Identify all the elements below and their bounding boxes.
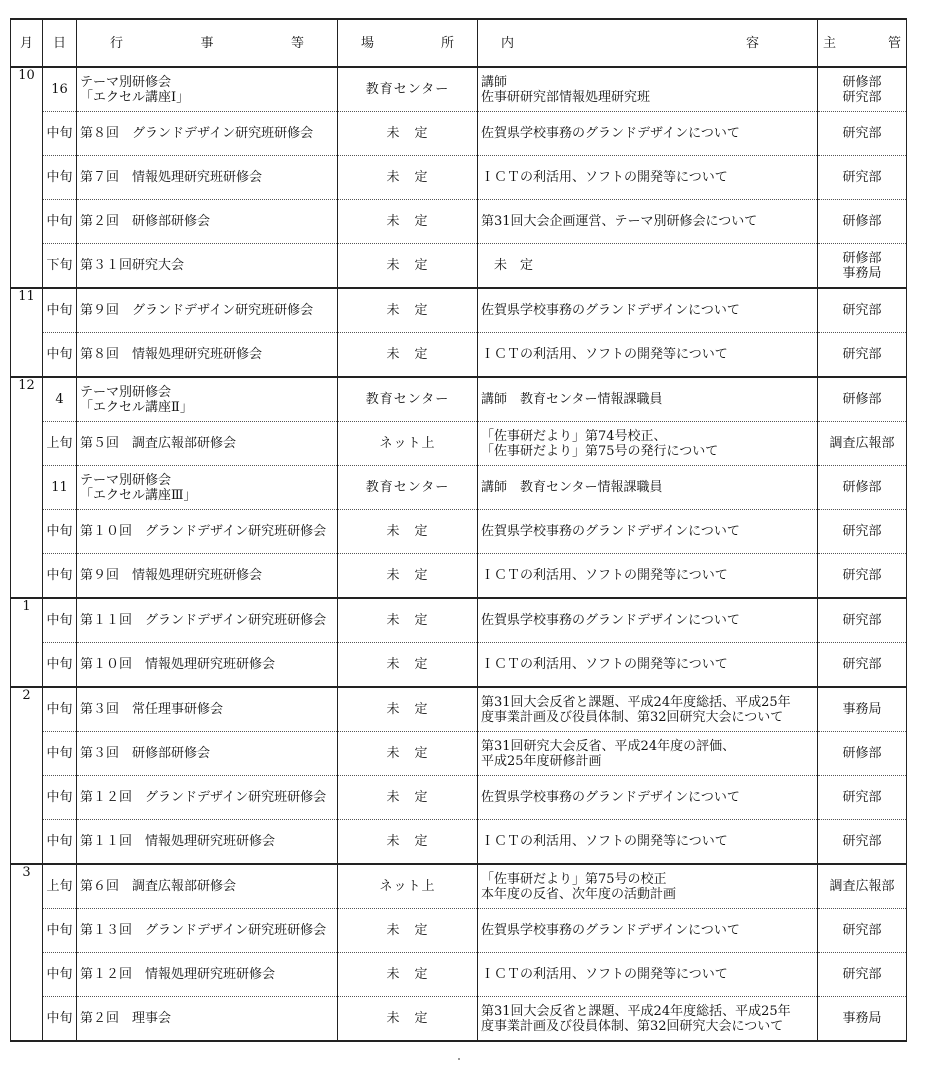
event-line: 「エクセル講座Ⅰ」 <box>80 89 190 105</box>
table-row <box>11 156 907 200</box>
event-line: テーマ別研修会 <box>80 472 172 488</box>
sponsor-line: 事務局 <box>842 702 882 717</box>
header-row <box>11 19 907 67</box>
day-cell: 上旬 <box>43 864 77 909</box>
event-cell <box>77 377 338 422</box>
table-row <box>11 732 907 776</box>
content-cell <box>478 422 818 466</box>
content-line: 第31回研究大会反省、平成24年度の評価、 <box>481 738 736 754</box>
event-line: 第８回 グランドデザイン研究班研修会 <box>80 126 314 141</box>
sponsor-cell <box>818 953 907 997</box>
sponsor-line: 調査広報部 <box>829 436 895 451</box>
content-cell <box>478 510 818 554</box>
sponsor-cell <box>818 776 907 820</box>
event-cell <box>77 288 338 333</box>
event-line: 第９回 情報処理研究班研修会 <box>80 568 263 583</box>
place-cell: ネット上 <box>338 864 478 909</box>
event-cell <box>77 333 338 378</box>
sponsor-line: 研修部 <box>842 746 882 761</box>
content-cell <box>478 333 818 378</box>
header-place <box>338 19 478 67</box>
place-cell: 未 定 <box>338 598 478 643</box>
place-cell: 未 定 <box>338 776 478 820</box>
place-cell: 未 定 <box>338 288 478 333</box>
content-line: 佐事研研究部情報処理研究班 <box>481 89 651 105</box>
sponsor-line: 研修部 <box>842 214 882 229</box>
content-cell <box>478 67 818 112</box>
day-cell: 中旬 <box>43 156 77 200</box>
schedule-body <box>11 67 907 1041</box>
content-line: 佐賀県学校事務のグランドデザインについて <box>481 303 740 318</box>
sponsor-line: 調査広報部 <box>829 879 895 894</box>
content-line: 第31回大会企画運営、テーマ別研修会について <box>481 214 758 229</box>
header-event-char: 行 <box>110 35 124 51</box>
sponsor-cell <box>818 200 907 244</box>
place-cell: 未 定 <box>338 909 478 953</box>
scan-speck <box>458 1058 460 1060</box>
table-row <box>11 333 907 378</box>
content-cell <box>478 687 818 732</box>
event-cell <box>77 732 338 776</box>
day-cell: 4 <box>43 377 77 422</box>
event-cell <box>77 598 338 643</box>
day-cell: 下旬 <box>43 244 77 289</box>
event-line: 第９回 グランドデザイン研究班研修会 <box>80 303 314 318</box>
place-cell: 教育センター <box>338 466 478 510</box>
sponsor-line: 研修部 <box>842 250 882 266</box>
event-cell <box>77 112 338 156</box>
content-cell <box>478 244 818 289</box>
sponsor-line: 研究部 <box>842 170 882 185</box>
sponsor-line: 研究部 <box>842 613 882 628</box>
event-cell <box>77 953 338 997</box>
content-cell <box>478 200 818 244</box>
sponsor-cell <box>818 466 907 510</box>
place-cell: ネット上 <box>338 422 478 466</box>
header-sponsor-char: 主 <box>823 35 837 51</box>
header-place-char: 所 <box>440 35 454 51</box>
content-line: 佐賀県学校事務のグランドデザインについて <box>481 126 740 141</box>
day-cell: 中旬 <box>43 909 77 953</box>
sponsor-line: 研究部 <box>842 347 882 362</box>
event-line: 第１０回 情報処理研究班研修会 <box>80 657 276 672</box>
sponsor-line: 事務局 <box>842 265 882 281</box>
content-cell <box>478 909 818 953</box>
event-cell <box>77 909 338 953</box>
table-row <box>11 200 907 244</box>
sponsor-cell <box>818 67 907 112</box>
event-line: 第１１回 グランドデザイン研究班研修会 <box>80 613 327 628</box>
content-line: 本年度の反省、次年度の活動計画 <box>481 886 677 902</box>
content-cell <box>478 288 818 333</box>
sponsor-line: 研修部 <box>842 74 882 90</box>
schedule-table <box>10 18 907 1042</box>
content-cell <box>478 953 818 997</box>
event-cell <box>77 820 338 865</box>
content-line: 第31回大会反省と課題、平成24年度総括、平成25年 <box>481 694 791 710</box>
table-row <box>11 909 907 953</box>
event-line: テーマ別研修会 <box>80 74 172 90</box>
sponsor-cell <box>818 288 907 333</box>
table-row <box>11 288 907 333</box>
event-line: 「エクセル講座Ⅲ」 <box>80 487 197 503</box>
header-content-char: 容 <box>745 35 759 51</box>
header-event-char: 事 <box>200 35 214 51</box>
event-line: 第２回 理事会 <box>80 1011 172 1026</box>
table-row <box>11 554 907 599</box>
schedule-document <box>10 18 906 1048</box>
table-row <box>11 864 907 909</box>
month-cell: 3 <box>11 864 43 1041</box>
sponsor-cell <box>818 909 907 953</box>
day-cell: 中旬 <box>43 333 77 378</box>
content-line: 「佐事研だより」第74号校正、 <box>481 428 667 444</box>
sponsor-cell <box>818 422 907 466</box>
content-cell <box>478 554 818 599</box>
sponsor-line: 研究部 <box>842 524 882 539</box>
day-cell: 上旬 <box>43 422 77 466</box>
content-line: 平成25年度研修計画 <box>481 753 602 769</box>
table-row <box>11 687 907 732</box>
content-line: ＩＣＴの利活用、ソフトの開発等について <box>481 967 728 982</box>
sponsor-cell <box>818 377 907 422</box>
table-row <box>11 67 907 112</box>
content-cell <box>478 643 818 688</box>
place-cell: 未 定 <box>338 244 478 289</box>
table-row <box>11 997 907 1042</box>
event-cell <box>77 864 338 909</box>
event-line: 第３回 研修部研修会 <box>80 746 211 761</box>
sponsor-line: 研究部 <box>842 834 882 849</box>
day-cell: 中旬 <box>43 732 77 776</box>
content-cell <box>478 776 818 820</box>
content-line: 講師 <box>481 74 508 90</box>
content-line: ＩＣＴの利活用、ソフトの開発等について <box>481 347 728 362</box>
day-cell: 中旬 <box>43 776 77 820</box>
header-place-char: 場 <box>361 35 375 51</box>
content-line: ＩＣＴの利活用、ソフトの開発等について <box>481 568 728 583</box>
content-cell <box>478 466 818 510</box>
day-cell: 11 <box>43 466 77 510</box>
day-cell: 中旬 <box>43 554 77 599</box>
table-row <box>11 466 907 510</box>
content-line: 講師 教育センター情報課職員 <box>481 392 663 407</box>
content-line: 「佐事研だより」第75号の校正 <box>481 871 667 887</box>
event-line: 第３１回研究大会 <box>80 258 185 273</box>
event-line: 第１３回 グランドデザイン研究班研修会 <box>80 923 327 938</box>
content-cell <box>478 864 818 909</box>
sponsor-cell <box>818 598 907 643</box>
content-cell <box>478 598 818 643</box>
event-cell <box>77 67 338 112</box>
content-line: 度事業計画及び役員体制、第32回研究大会について <box>481 709 784 725</box>
header-event-char: 等 <box>290 35 304 51</box>
event-line: 第５回 調査広報部研修会 <box>80 436 237 451</box>
table-row <box>11 112 907 156</box>
event-line: 第１１回 情報処理研究班研修会 <box>80 834 276 849</box>
month-cell: 2 <box>11 687 43 864</box>
day-cell: 16 <box>43 67 77 112</box>
event-cell <box>77 156 338 200</box>
sponsor-cell <box>818 820 907 865</box>
event-line: 第１２回 情報処理研究班研修会 <box>80 967 276 982</box>
table-row <box>11 510 907 554</box>
sponsor-cell <box>818 687 907 732</box>
content-cell <box>478 156 818 200</box>
event-line: 第２回 研修部研修会 <box>80 214 211 229</box>
table-row <box>11 377 907 422</box>
header-month: 月 <box>11 19 43 67</box>
content-line: 度事業計画及び役員体制、第32回研究大会について <box>481 1018 784 1034</box>
place-cell: 未 定 <box>338 643 478 688</box>
day-cell: 中旬 <box>43 510 77 554</box>
event-line: 第７回 情報処理研究班研修会 <box>80 170 263 185</box>
sponsor-line: 研究部 <box>842 923 882 938</box>
content-line: 佐賀県学校事務のグランドデザインについて <box>481 613 740 628</box>
day-cell: 中旬 <box>43 687 77 732</box>
header-content-char: 内 <box>501 35 515 51</box>
table-row <box>11 643 907 688</box>
content-line: 佐賀県学校事務のグランドデザインについて <box>481 790 740 805</box>
place-cell: 未 定 <box>338 510 478 554</box>
table-row <box>11 953 907 997</box>
event-line: 第１２回 グランドデザイン研究班研修会 <box>80 790 327 805</box>
day-cell: 中旬 <box>43 112 77 156</box>
content-line: 講師 教育センター情報課職員 <box>481 480 663 495</box>
sponsor-line: 研修部 <box>842 480 882 495</box>
table-row <box>11 422 907 466</box>
day-cell: 中旬 <box>43 820 77 865</box>
sponsor-line: 研究部 <box>842 303 882 318</box>
place-cell: 未 定 <box>338 333 478 378</box>
sponsor-line: 研究部 <box>842 657 882 672</box>
place-cell: 未 定 <box>338 953 478 997</box>
sponsor-cell <box>818 244 907 289</box>
table-row <box>11 776 907 820</box>
place-cell: 教育センター <box>338 377 478 422</box>
event-cell <box>77 776 338 820</box>
place-cell: 教育センター <box>338 67 478 112</box>
event-cell <box>77 510 338 554</box>
event-cell <box>77 422 338 466</box>
content-line: 佐賀県学校事務のグランドデザインについて <box>481 923 740 938</box>
place-cell: 未 定 <box>338 200 478 244</box>
table-row <box>11 820 907 865</box>
sponsor-cell <box>818 997 907 1042</box>
month-cell: 10 <box>11 67 43 288</box>
event-cell <box>77 244 338 289</box>
event-cell <box>77 466 338 510</box>
sponsor-cell <box>818 333 907 378</box>
event-cell <box>77 687 338 732</box>
place-cell: 未 定 <box>338 687 478 732</box>
event-line: 第６回 調査広報部研修会 <box>80 879 237 894</box>
header-sponsor <box>818 19 907 67</box>
content-line: 未 定 <box>481 258 534 273</box>
event-line: 第３回 常任理事研修会 <box>80 702 224 717</box>
month-cell: 12 <box>11 377 43 598</box>
content-line: ＩＣＴの利活用、ソフトの開発等について <box>481 170 728 185</box>
sponsor-cell <box>818 732 907 776</box>
header-event <box>77 19 338 67</box>
event-cell <box>77 554 338 599</box>
header-content <box>478 19 818 67</box>
event-cell <box>77 200 338 244</box>
sponsor-line: 事務局 <box>842 1011 882 1026</box>
sponsor-cell <box>818 864 907 909</box>
content-cell <box>478 112 818 156</box>
event-line: 第８回 情報処理研究班研修会 <box>80 347 263 362</box>
table-row <box>11 244 907 289</box>
place-cell: 未 定 <box>338 997 478 1042</box>
month-cell: 11 <box>11 288 43 377</box>
table-row <box>11 598 907 643</box>
content-line: ＩＣＴの利活用、ソフトの開発等について <box>481 657 728 672</box>
day-cell: 中旬 <box>43 288 77 333</box>
place-cell: 未 定 <box>338 554 478 599</box>
place-cell: 未 定 <box>338 156 478 200</box>
sponsor-line: 研究部 <box>842 89 882 105</box>
content-cell <box>478 732 818 776</box>
content-cell <box>478 997 818 1042</box>
sponsor-cell <box>818 156 907 200</box>
content-line: 第31回大会反省と課題、平成24年度総括、平成25年 <box>481 1003 791 1019</box>
sponsor-cell <box>818 554 907 599</box>
event-line: 「エクセル講座Ⅱ」 <box>80 399 193 415</box>
event-line: テーマ別研修会 <box>80 384 172 400</box>
header-sponsor-char: 管 <box>887 35 901 51</box>
sponsor-line: 研究部 <box>842 568 882 583</box>
content-line: 佐賀県学校事務のグランドデザインについて <box>481 524 740 539</box>
place-cell: 未 定 <box>338 112 478 156</box>
day-cell: 中旬 <box>43 997 77 1042</box>
day-cell: 中旬 <box>43 953 77 997</box>
content-line: ＩＣＴの利活用、ソフトの開発等について <box>481 834 728 849</box>
sponsor-cell <box>818 643 907 688</box>
place-cell: 未 定 <box>338 820 478 865</box>
content-cell <box>478 377 818 422</box>
event-cell <box>77 643 338 688</box>
day-cell: 中旬 <box>43 643 77 688</box>
event-cell <box>77 997 338 1042</box>
sponsor-cell <box>818 112 907 156</box>
month-cell: 1 <box>11 598 43 687</box>
content-cell <box>478 820 818 865</box>
sponsor-line: 研究部 <box>842 790 882 805</box>
sponsor-line: 研究部 <box>842 126 882 141</box>
content-line: 「佐事研だより」第75号の発行について <box>481 443 719 459</box>
event-line: 第１０回 グランドデザイン研究班研修会 <box>80 524 327 539</box>
place-cell: 未 定 <box>338 732 478 776</box>
sponsor-line: 研修部 <box>842 392 882 407</box>
sponsor-line: 研究部 <box>842 967 882 982</box>
header-day: 日 <box>43 19 77 67</box>
day-cell: 中旬 <box>43 200 77 244</box>
sponsor-cell <box>818 510 907 554</box>
day-cell: 中旬 <box>43 598 77 643</box>
